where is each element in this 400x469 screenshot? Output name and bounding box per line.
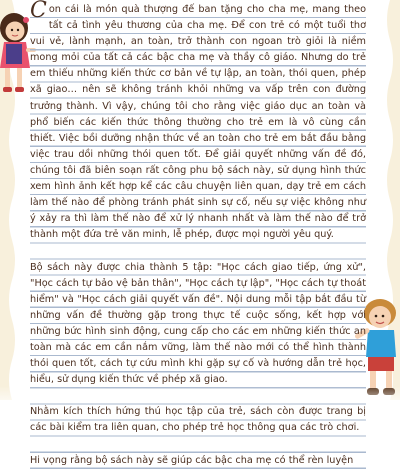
paragraph-1 (30, 2, 366, 243)
paragraph-2: Bộ sách này được chia thành 5 tập: "Học cách giao tiếp, ứng xử", "Học cách tự bảo vệ bản thân", "Học cách tự lập", "Học cách tự thoát hiểm" và "Học cách giải quyết vấn đề". Nội dung mỗi tập bắt đầu từ những vấn đề thường gặp trong thực tế cuộc sống, kết hợp với những bức hình sinh động, cung cấp cho các em những kiến thức an toàn mà các em cần nắm vững, làm thế nào mới có thể hình thành thói quen tốt, cách tự cứu mình khi gặp sự cố và hướng dẫn trẻ học, hiểu, sử dụng kiến thức về phép xã giao. (30, 261, 366, 386)
drop-cap: C (30, 0, 47, 23)
paragraph-4: Hi vọng rằng bộ sách này sẽ giúp các bậc cha mẹ có thể rèn luyện (30, 454, 354, 466)
paragraph-1-text: on cái là món quà thượng đế ban tặng cho cha mẹ, mang theo tất cả tình yêu thương của cha mẹ. Để con trẻ có một tuổi thơ vui vẻ, lành mạnh, an toàn, trở thành con ngoan trò giỏi là niềm mong mỏi của tất cả các bậc cha mẹ và thầy cô giáo. Nhưng do trẻ em thiếu những kiến thức cơ bản về tự lập, an toàn, thói quen, phép xã giao… nên sẽ không tránh khỏi những va vấp trên con đường trưởng thành. Vì vậy, chúng tôi cho rằng việc giáo dục an toàn và phổ biến các kiến thức thông thường cho trẻ em là vô cùng cần thiết. Việc bồi dưỡng nhận thức về an toàn cho trẻ em bắt đầu bằng việc trau dồi những thói quen tốt. Để giải quyết những vấn đề đó, chúng tôi đã biên soạn rất công phu bộ sách này, sử dụng hình thức xem hình ảnh kết hợp kể các câu chuyện liên quan, dạy trẻ em cách làm thế nào để phòng tránh phát sinh sự cố, nếu sự việc không như ý xảy ra thì làm thế nào để xử lý nhanh nhất và làm thế nào để trở thành một đứa trẻ văn minh, lễ phép, được mọi người yêu quý. (30, 4, 366, 241)
bottom-fade (0, 386, 400, 400)
paragraph-3: Nhằm kích thích hứng thú học tập của trẻ, sách còn được trang bị các bài kiểm tra liên quan, cho phép trẻ học thông qua các trò chơi. (30, 406, 366, 434)
